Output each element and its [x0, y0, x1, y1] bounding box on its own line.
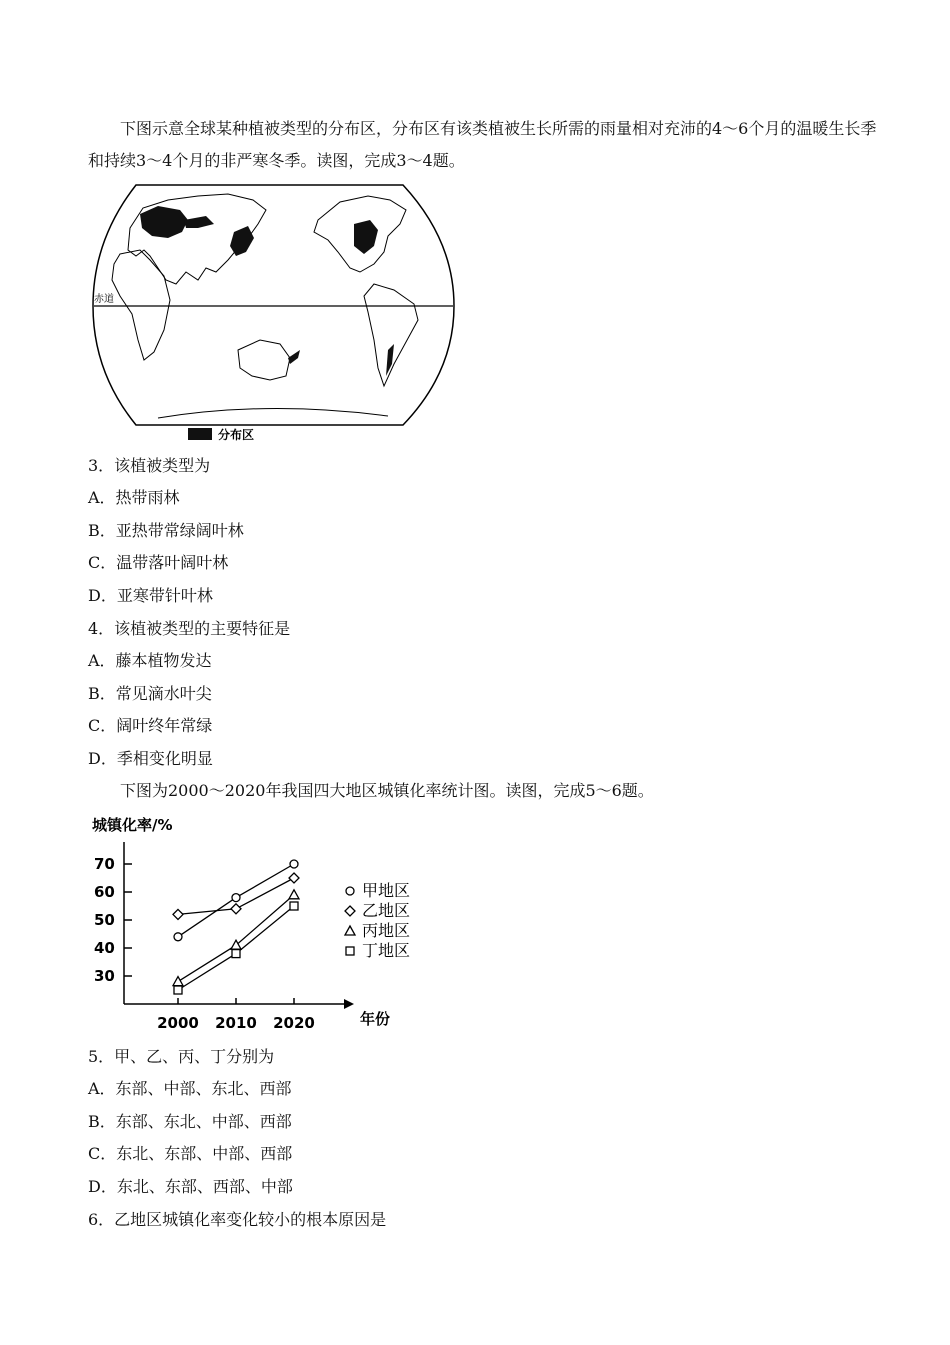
- data-point-diamond: [289, 873, 299, 883]
- legend-label: 甲地区: [362, 881, 411, 900]
- legend-marker-circle: [346, 887, 354, 895]
- y-tick-label: 60: [94, 883, 115, 901]
- data-point-square: [290, 902, 298, 910]
- urbanization-chart: [88, 812, 428, 1034]
- q4-option-d: D．季相变化明显: [88, 749, 213, 768]
- data-point-circle: [232, 894, 240, 902]
- data-point-diamond: [173, 909, 183, 919]
- x-tick-label: 2010: [215, 1014, 257, 1032]
- q3-option-c: C．温带落叶阔叶林: [88, 553, 229, 572]
- world-vegetation-map: [88, 180, 463, 450]
- x-tick-label: 2000: [157, 1014, 199, 1032]
- equator-label: 赤道: [94, 294, 114, 305]
- data-point-diamond: [231, 904, 241, 914]
- q3-option-a: A．热带雨林: [88, 488, 180, 507]
- y-tick-label: 40: [94, 939, 115, 957]
- q4-option-c: C．阔叶终年常绿: [88, 716, 213, 735]
- y-tick-label: 30: [94, 967, 115, 985]
- data-point-circle: [290, 860, 298, 868]
- chart-x-axis-title: 年份: [360, 1010, 391, 1028]
- legend-label: 丁地区: [362, 941, 411, 960]
- q4-option-b: B．常见滴水叶尖: [88, 684, 212, 703]
- y-tick-label: 50: [94, 911, 115, 929]
- q4-stem: 4．该植被类型的主要特征是: [88, 619, 291, 638]
- intro-paragraph-chart: 下图为2000～2020年我国四大地区城镇化率统计图。读图，完成5～6题。: [120, 781, 654, 800]
- legend-label: 丙地区: [362, 921, 411, 940]
- data-point-circle: [174, 933, 182, 941]
- legend-swatch: [188, 428, 212, 440]
- legend-label: 乙地区: [362, 901, 411, 920]
- q5-option-b: B．东部、东北、中部、西部: [88, 1112, 292, 1131]
- legend-marker-triangle: [345, 926, 355, 935]
- q5-option-a: A．东部、中部、东北、西部: [88, 1079, 292, 1098]
- legend-marker-diamond: [345, 906, 355, 916]
- q6-stem: 6．乙地区城镇化率变化较小的根本原因是: [88, 1210, 387, 1229]
- legend-marker-square: [346, 947, 354, 955]
- data-point-square: [174, 986, 182, 994]
- q5-option-c: C．东北、东部、中部、西部: [88, 1144, 293, 1163]
- x-tick-label: 2020: [273, 1014, 315, 1032]
- chart-y-axis-title: 城镇化率/%: [92, 816, 173, 834]
- q4-option-a: A．藤本植物发达: [88, 651, 212, 670]
- legend-label: 分布区: [218, 428, 255, 442]
- q3-option-b: B．亚热带常绿阔叶林: [88, 521, 244, 540]
- q3-option-d: D．亚寒带针叶林: [88, 586, 213, 605]
- intro-paragraph-map: 下图示意全球某种植被类型的分布区，分布区有该类植被生长所需的雨量相对充沛的4～6个月的温暖生长季和持续3～4个月的非严寒冬季。读图，完成3～4题。: [88, 119, 877, 170]
- y-tick-label: 70: [94, 855, 115, 873]
- data-point-square: [232, 950, 240, 958]
- chart-x-axis-arrow: [344, 999, 354, 1009]
- q5-option-d: D．东北、东部、西部、中部: [88, 1177, 293, 1196]
- data-point-triangle: [173, 977, 183, 986]
- q5-stem: 5．甲、乙、丙、丁分别为: [88, 1047, 275, 1066]
- q3-stem: 3．该植被类型为: [88, 456, 211, 475]
- data-point-triangle: [289, 890, 299, 899]
